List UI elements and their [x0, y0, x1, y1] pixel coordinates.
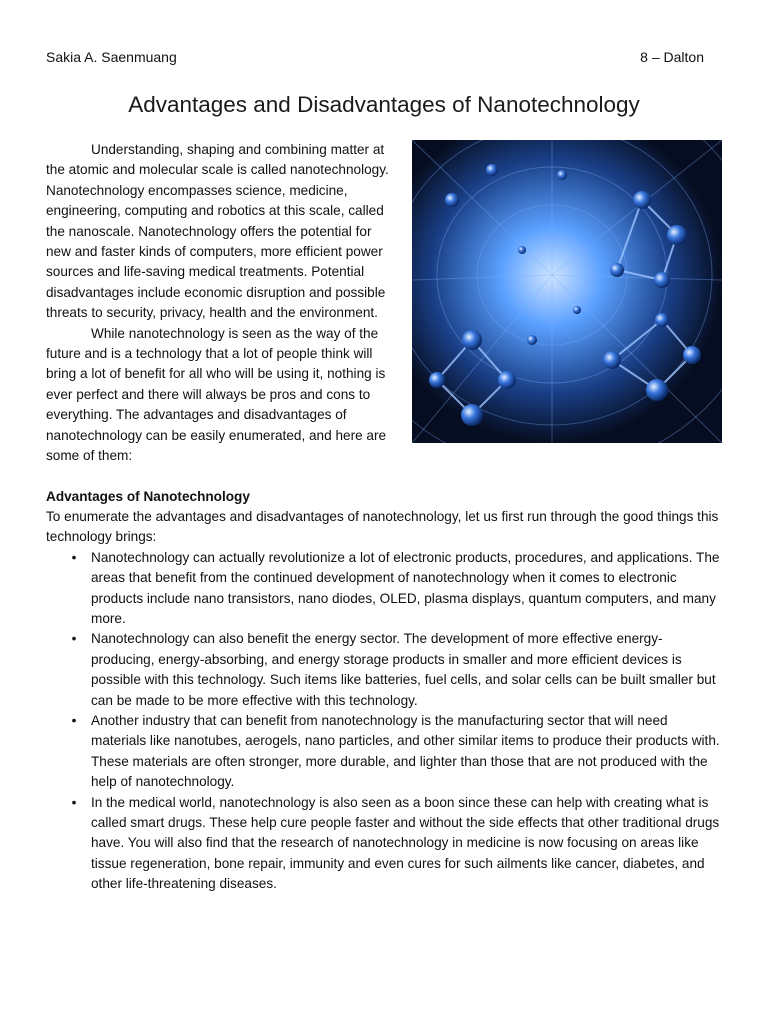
list-item-text: In the medical world, nanotechnology is also seen as a boon since these can help with creating what is called smart drugs. These help cure people faster and without the side effects that other traditional drugs have. You will also find that the research of nanotechnology in medicine is now focusing on areas like tissue regeneration, bone repair, immunity and even cures for such ailments like cancer, diabetes, and other life-threatening diseases.: [91, 794, 720, 892]
class-label: 8 – Dalton: [640, 49, 704, 65]
second-paragraph: While nanotechnology is seen as the way of the future and is a technology that a lot of people think will bring a lot of benefit for all who will be using it, nothing is ever perfect and there will always be pros and cons to everything. The advantages and disadvantages of nanotechnology can be easily enumerated, and here are some of them:: [46, 325, 387, 464]
list-item: [71, 793, 722, 895]
list-item-text: Nanotechnology can actually revolutionize a lot of electronic products, procedures, and applications. The areas that benefit from the continued development of nanotechnology when it comes to electronic products include nano transistors, nano diodes, OLED, plasma displays, quantum computers, and many more.: [91, 549, 720, 626]
author-name: Sakia A. Saenmuang: [46, 49, 177, 65]
document-header: [46, 48, 704, 66]
advantages-heading: Advantages of Nanotechnology: [46, 488, 250, 504]
paragraph-spacer: [46, 467, 722, 487]
document-body: [46, 140, 722, 895]
list-item-text: Another industry that can benefit from nanotechnology is the manufacturing sector that will need materials like nanotubes, aerogels, nano particles, and other similar items to produce their products with. These materials are often stronger, more durable, and lighter than those that are not produced with the help of nanotechnology.: [91, 712, 720, 790]
list-item: [71, 548, 722, 630]
list-item-text: Nanotechnology can also benefit the energy sector. The development of more effective energy-producing, energy-absorbing, and energy storage products in smaller and more efficient devices is possible with this technology. Such items like batteries, fuel cells, and solar cells can be built smaller but can be made to be more effective with this technology.: [91, 631, 716, 708]
nanotube-illustration: [412, 140, 722, 443]
nanotube-molecule-icon: [412, 140, 722, 443]
intro-paragraph: Understanding, shaping and combining matter at the atomic and molecular scale is called nanotechnology. Nanotechnology encompasses science, medicine, engineering, computing and robotics at this scale, called the nanoscale. Nanotechnology offers the potential for new and faster kinds of computers, more efficient power sources and life-saving medical treatments. Potential disadvantages include economic disruption and possible threats to security, privacy, health and the environment.: [46, 142, 389, 321]
list-item: [71, 629, 722, 711]
advantages-list: [46, 548, 722, 895]
advantages-intro: To enumerate the advantages and disadvantages of nanotechnology, let us first run through the good things this technology brings:: [46, 508, 719, 545]
bullet-icon: •: [71, 631, 77, 647]
list-item: [71, 711, 722, 793]
document-title: Advantages and Disadvantages of Nanotechnology: [128, 92, 640, 117]
bullet-icon: •: [71, 549, 77, 565]
bullet-icon: •: [71, 712, 77, 728]
bullet-icon: •: [71, 794, 77, 810]
